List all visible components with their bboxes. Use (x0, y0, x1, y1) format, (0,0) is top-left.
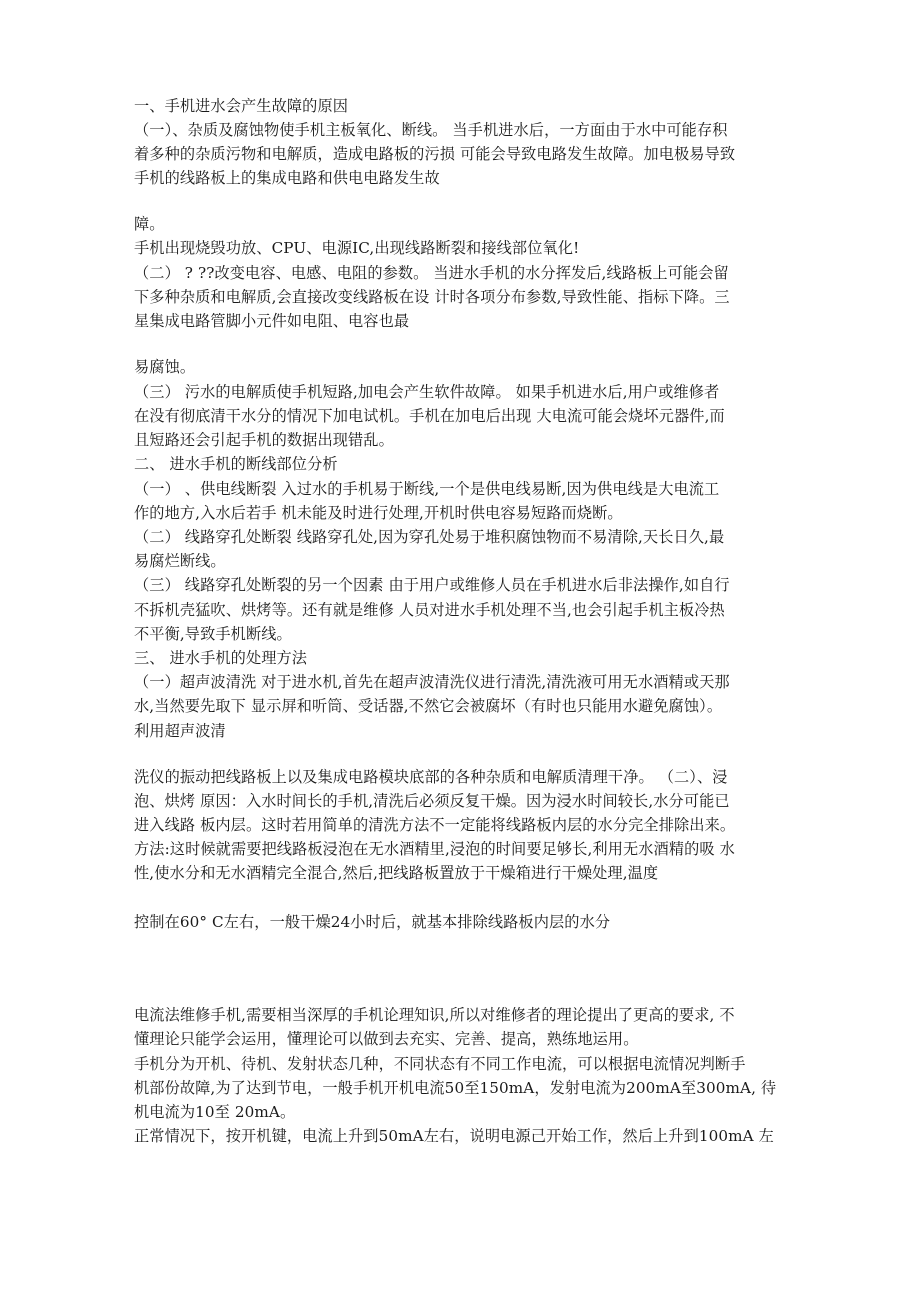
paragraph-line: 手机分为开机、待机、发射状态几种，不同状态有不同工作电流，可以根据电流情况判断手 (134, 1055, 746, 1073)
paragraph-line: 洗仪的振动把线路板上以及集成电路模块底部的各种杂质和电解质清理干净。 （二）、浸 (134, 768, 728, 786)
paragraph-line: 进入线路 板内层。这时若用简单的清洗方法不一定能将线路板内层的水分完全排除出来。 (134, 816, 736, 834)
paragraph-line: （一）、杂质及腐蚀物使手机主板氧化、断线。 当手机进水后，一方面由于水中可能存积 (134, 121, 728, 139)
paragraph-line: 星集成电路管脚小元件如电阻、电容也最 (134, 312, 410, 330)
paragraph-line: 易腐蚀。 (134, 358, 196, 376)
section-heading-3: 三、 进水手机的处理方法 (134, 649, 308, 667)
paragraph-line: 性,使水分和无水酒精完全混合,然后,把线路板置放于干燥箱进行干燥处理,温度 (134, 864, 659, 882)
paragraph-line: 水,当然要先取下 显示屏和听筒、受话器,不然它会被腐坏（有时也只能用水避免腐蚀）。 (134, 697, 723, 715)
paragraph-line: （二） 线路穿孔处断裂 线路穿孔处,因为穿孔处易于堆积腐蚀物而不易清除,天长日久,最 (134, 528, 725, 546)
paragraph-line: （三） 污水的电解质使手机短路,加电会产生软件故障。 如果手机进水后,用户或维修者 (134, 383, 720, 401)
paragraph-line: 下多种杂质和电解质,会直接改变线路板在设 计时各项分布参数,导致性能、指标下降。三 (134, 288, 730, 306)
paragraph-line: 手机出现烧毁功放、CPU、电源IC,出现线路断裂和接线部位氧化! (134, 239, 580, 257)
paragraph-line: 正常情况下，按开机键，电流上升到50mA左右，说明电源己开始工作，然后上升到100mA 左 (134, 1127, 774, 1145)
paragraph-line: 机电流为10至 20mA。 (134, 1103, 296, 1121)
paragraph-line: 作的地方,入水后若手 机未能及时进行处理,开机时供电容易短路而烧断。 (134, 504, 623, 522)
paragraph-line: 不拆机壳猛吹、烘烤等。还有就是维修 人员对进水手机处理不当,也会引起手机主板冷热 (134, 601, 725, 619)
paragraph-line: 在没有彻底清干水分的情况下加电试机。手机在加电后出现 大电流可能会烧坏元器件,而 (134, 407, 725, 425)
paragraph-line: （三） 线路穿孔处断裂的另一个因素 由于用户或维修人员在手机进水后非法操作,如自行 (134, 576, 730, 594)
paragraph-line: 泡、烘烤 原因：入水时间长的手机,清洗后必须反复干燥。因为浸水时间较长,水分可能已 (134, 792, 730, 810)
paragraph-line: （二） ? ??改变电容、电感、电阻的参数。 当进水手机的水分挥发后,线路板上可能会留 (134, 264, 729, 282)
paragraph-line: 利用超声波清 (134, 722, 226, 740)
paragraph-line: 不平衡,导致手机断线。 (134, 625, 292, 643)
paragraph-line: 电流法维修手机,需要相当深厚的手机论理知识,所以对维修者的理论提出了更高的要求, 不 (134, 1006, 735, 1024)
paragraph-line: （一） 、供电线断裂 入过水的手机易于断线,一个是供电线易断,因为供电线是大电流工 (134, 480, 720, 498)
paragraph-line: 机部份故障,为了达到节电，一般手机开机电流50至150mA，发射电流为200mA至300mA, 待 (134, 1079, 777, 1097)
paragraph-line: 易腐烂断线。 (134, 552, 226, 570)
section-heading-2: 二、 进水手机的断线部位分析 (134, 455, 338, 473)
paragraph-line: 手机的线路板上的集成电路和供电电路发生故 (134, 169, 440, 187)
paragraph-line: （一）超声波清洗 对于进水机,首先在超声波清洗仪进行清洗,清洗液可用无水酒精或天那 (134, 673, 730, 691)
paragraph-line: 控制在60° C左右，一般干燥24小时后，就基本排除线路板内层的水分 (134, 913, 611, 931)
paragraph-line: 方法:这时候就需要把线路板浸泡在无水酒精里,浸泡的时间要足够长,利用无水酒精的吸 水 (134, 840, 735, 858)
paragraph-line: 且短路还会引起手机的数据出现错乱。 (134, 431, 394, 449)
section-heading-1: 一、手机进水会产生故障的原因 (134, 97, 349, 115)
paragraph-line: 障。 (134, 215, 165, 233)
paragraph-line: 懂理论只能学会运用，懂理论可以做到去充实、完善、提高，熟练地运用。 (134, 1030, 639, 1048)
paragraph-line: 着多种的杂质污物和电解质，造成电路板的污损 可能会导致电路发生故障。加电极易导致 (134, 145, 736, 163)
